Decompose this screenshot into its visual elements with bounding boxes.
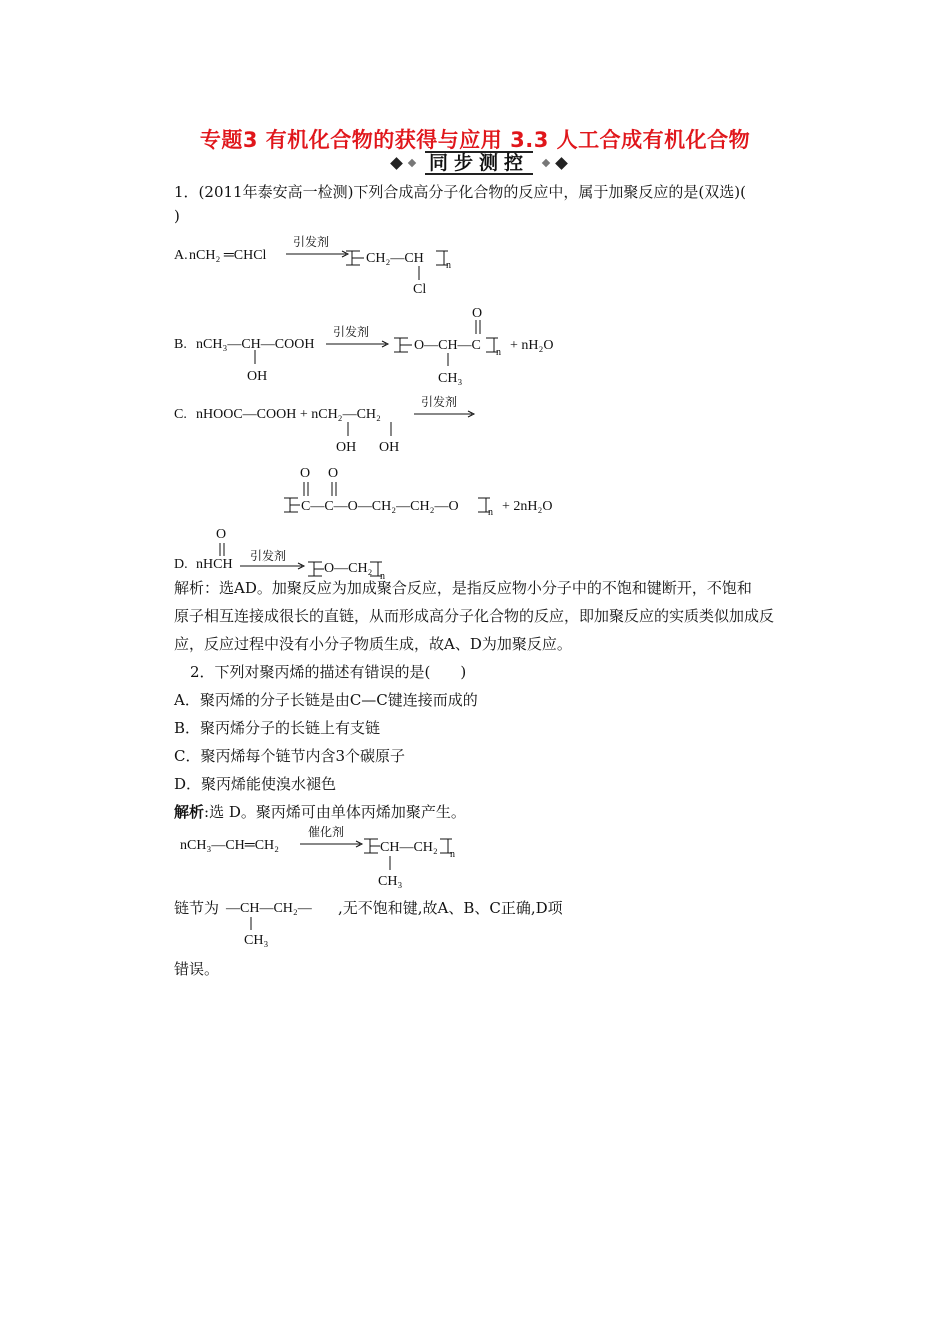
diamond-icon: [390, 157, 403, 170]
svg-text:CH₃: CH₃: [244, 933, 269, 948]
polymer-unit: CH₂—CH: [366, 251, 424, 266]
option-b-reactant: nCH₃—CH—COOH: [196, 337, 315, 352]
svg-text:n: n: [450, 849, 455, 860]
svg-text:O—CH₂: O—CH₂: [324, 561, 373, 576]
question-2-option-a: A．聚丙烯的分子长链是由C—C键连接而成的: [174, 691, 478, 709]
svg-text:+ nH₂O: + nH₂O: [510, 338, 554, 353]
degree-n: n: [446, 260, 451, 271]
svg-text:O: O: [328, 466, 339, 481]
option-d-reactant: nHCH: [196, 557, 233, 572]
svg-text:CH₃: CH₃: [378, 874, 403, 889]
option-c-reactant-structure: [330, 392, 510, 456]
svg-text:O: O: [216, 527, 227, 542]
bracket-left: [346, 251, 364, 265]
option-c-reactant: nHOOC—COOH + nCH₂—CH₂: [196, 407, 381, 422]
propene-reactant: nCH₃—CH═CH₂: [180, 838, 280, 853]
catalyst-label: 引发剂: [293, 235, 330, 249]
diamond-icon: [542, 159, 550, 167]
unit-prefix: 链节为: [174, 899, 220, 917]
svg-text:引发剂: 引发剂: [421, 395, 458, 409]
svg-text:OH: OH: [379, 440, 400, 455]
question-2-option-d: D．聚丙烯能使溴水褪色: [174, 775, 337, 793]
svg-text:OH: OH: [247, 369, 268, 384]
question-1-stem-end: ): [174, 207, 180, 225]
option-d-structure: [210, 522, 400, 582]
analysis-2-text: :选 D。聚丙烯可由单体丙烯加聚产生。: [204, 803, 466, 821]
diamond-icon: [408, 159, 416, 167]
option-a-reactant: nCH₂ ═CHCl: [189, 248, 267, 263]
question-1-stem: 1．(2011年泰安高一检测)下列合成高分子化合物的反应中，属于加聚反应的是(双选)(: [174, 183, 746, 201]
section-banner: [388, 150, 570, 176]
option-b-structure: [240, 300, 570, 392]
svg-text:n: n: [488, 507, 493, 518]
option-c-product-structure: [280, 460, 580, 520]
analysis-1-line-1: 解析：选AD。加聚反应为加成聚合反应，是指反应物小分子中的不饱和键断开，不饱和: [174, 579, 752, 597]
svg-text:引发剂: 引发剂: [250, 549, 287, 563]
svg-text:OH: OH: [336, 440, 357, 455]
repeat-unit-structure: [226, 884, 336, 946]
svg-text:O: O: [472, 306, 483, 321]
analysis-1-line-3: 应，反应过程中没有小分子物质生成，故A、D为加聚反应。: [174, 635, 572, 653]
svg-text:C—C—O—CH₂—CH₂—O: C—C—O—CH₂—CH₂—O: [301, 499, 459, 514]
analysis-2-end: 错误。: [174, 960, 220, 978]
svg-text:CH₃: CH₃: [438, 371, 463, 386]
option-b-label: B.: [174, 337, 187, 352]
svg-text:n: n: [380, 571, 385, 582]
question-2-option-b: B．聚丙烯分子的长链上有支链: [174, 719, 381, 737]
page-title: 专题3 有机化合物的获得与应用 3.3 人工合成有机化合物: [199, 128, 751, 152]
analysis-2: [174, 801, 466, 822]
svg-text:n: n: [496, 347, 501, 358]
option-a-label: A.: [174, 248, 188, 263]
banner-label: 同步测控: [425, 151, 533, 175]
option-a-structure: [280, 232, 470, 296]
svg-text:+ 2nH₂O: + 2nH₂O: [502, 499, 553, 514]
substituent: Cl: [413, 282, 427, 297]
svg-text:引发剂: 引发剂: [333, 325, 370, 339]
analysis-1-line-2: 原子相互连接成很长的直链，从而形成高分子化合物的反应，即加聚反应的实质类似加成反: [174, 607, 775, 625]
svg-text:催化剂: 催化剂: [308, 825, 345, 839]
svg-text:O—CH—C: O—CH—C: [414, 338, 481, 353]
svg-text:O: O: [300, 466, 311, 481]
unit-conclusion: ,无不饱和键,故A、B、C正确,D项: [338, 899, 563, 917]
analysis-2-label: 解析: [174, 803, 205, 821]
svg-text:—CH—CH₂—: —CH—CH₂—: [226, 901, 312, 916]
diamond-icon: [555, 157, 568, 170]
svg-text:CH—CH₂: CH—CH₂: [380, 840, 438, 855]
question-2-stem: 2．下列对聚丙烯的描述有错误的是( ): [190, 663, 467, 681]
question-2-option-c: C．聚丙烯每个链节内含3个碳原子: [174, 747, 406, 765]
option-c-label: C.: [174, 407, 187, 422]
polypropylene-structure: [290, 822, 490, 890]
option-d-label: D.: [174, 557, 188, 572]
